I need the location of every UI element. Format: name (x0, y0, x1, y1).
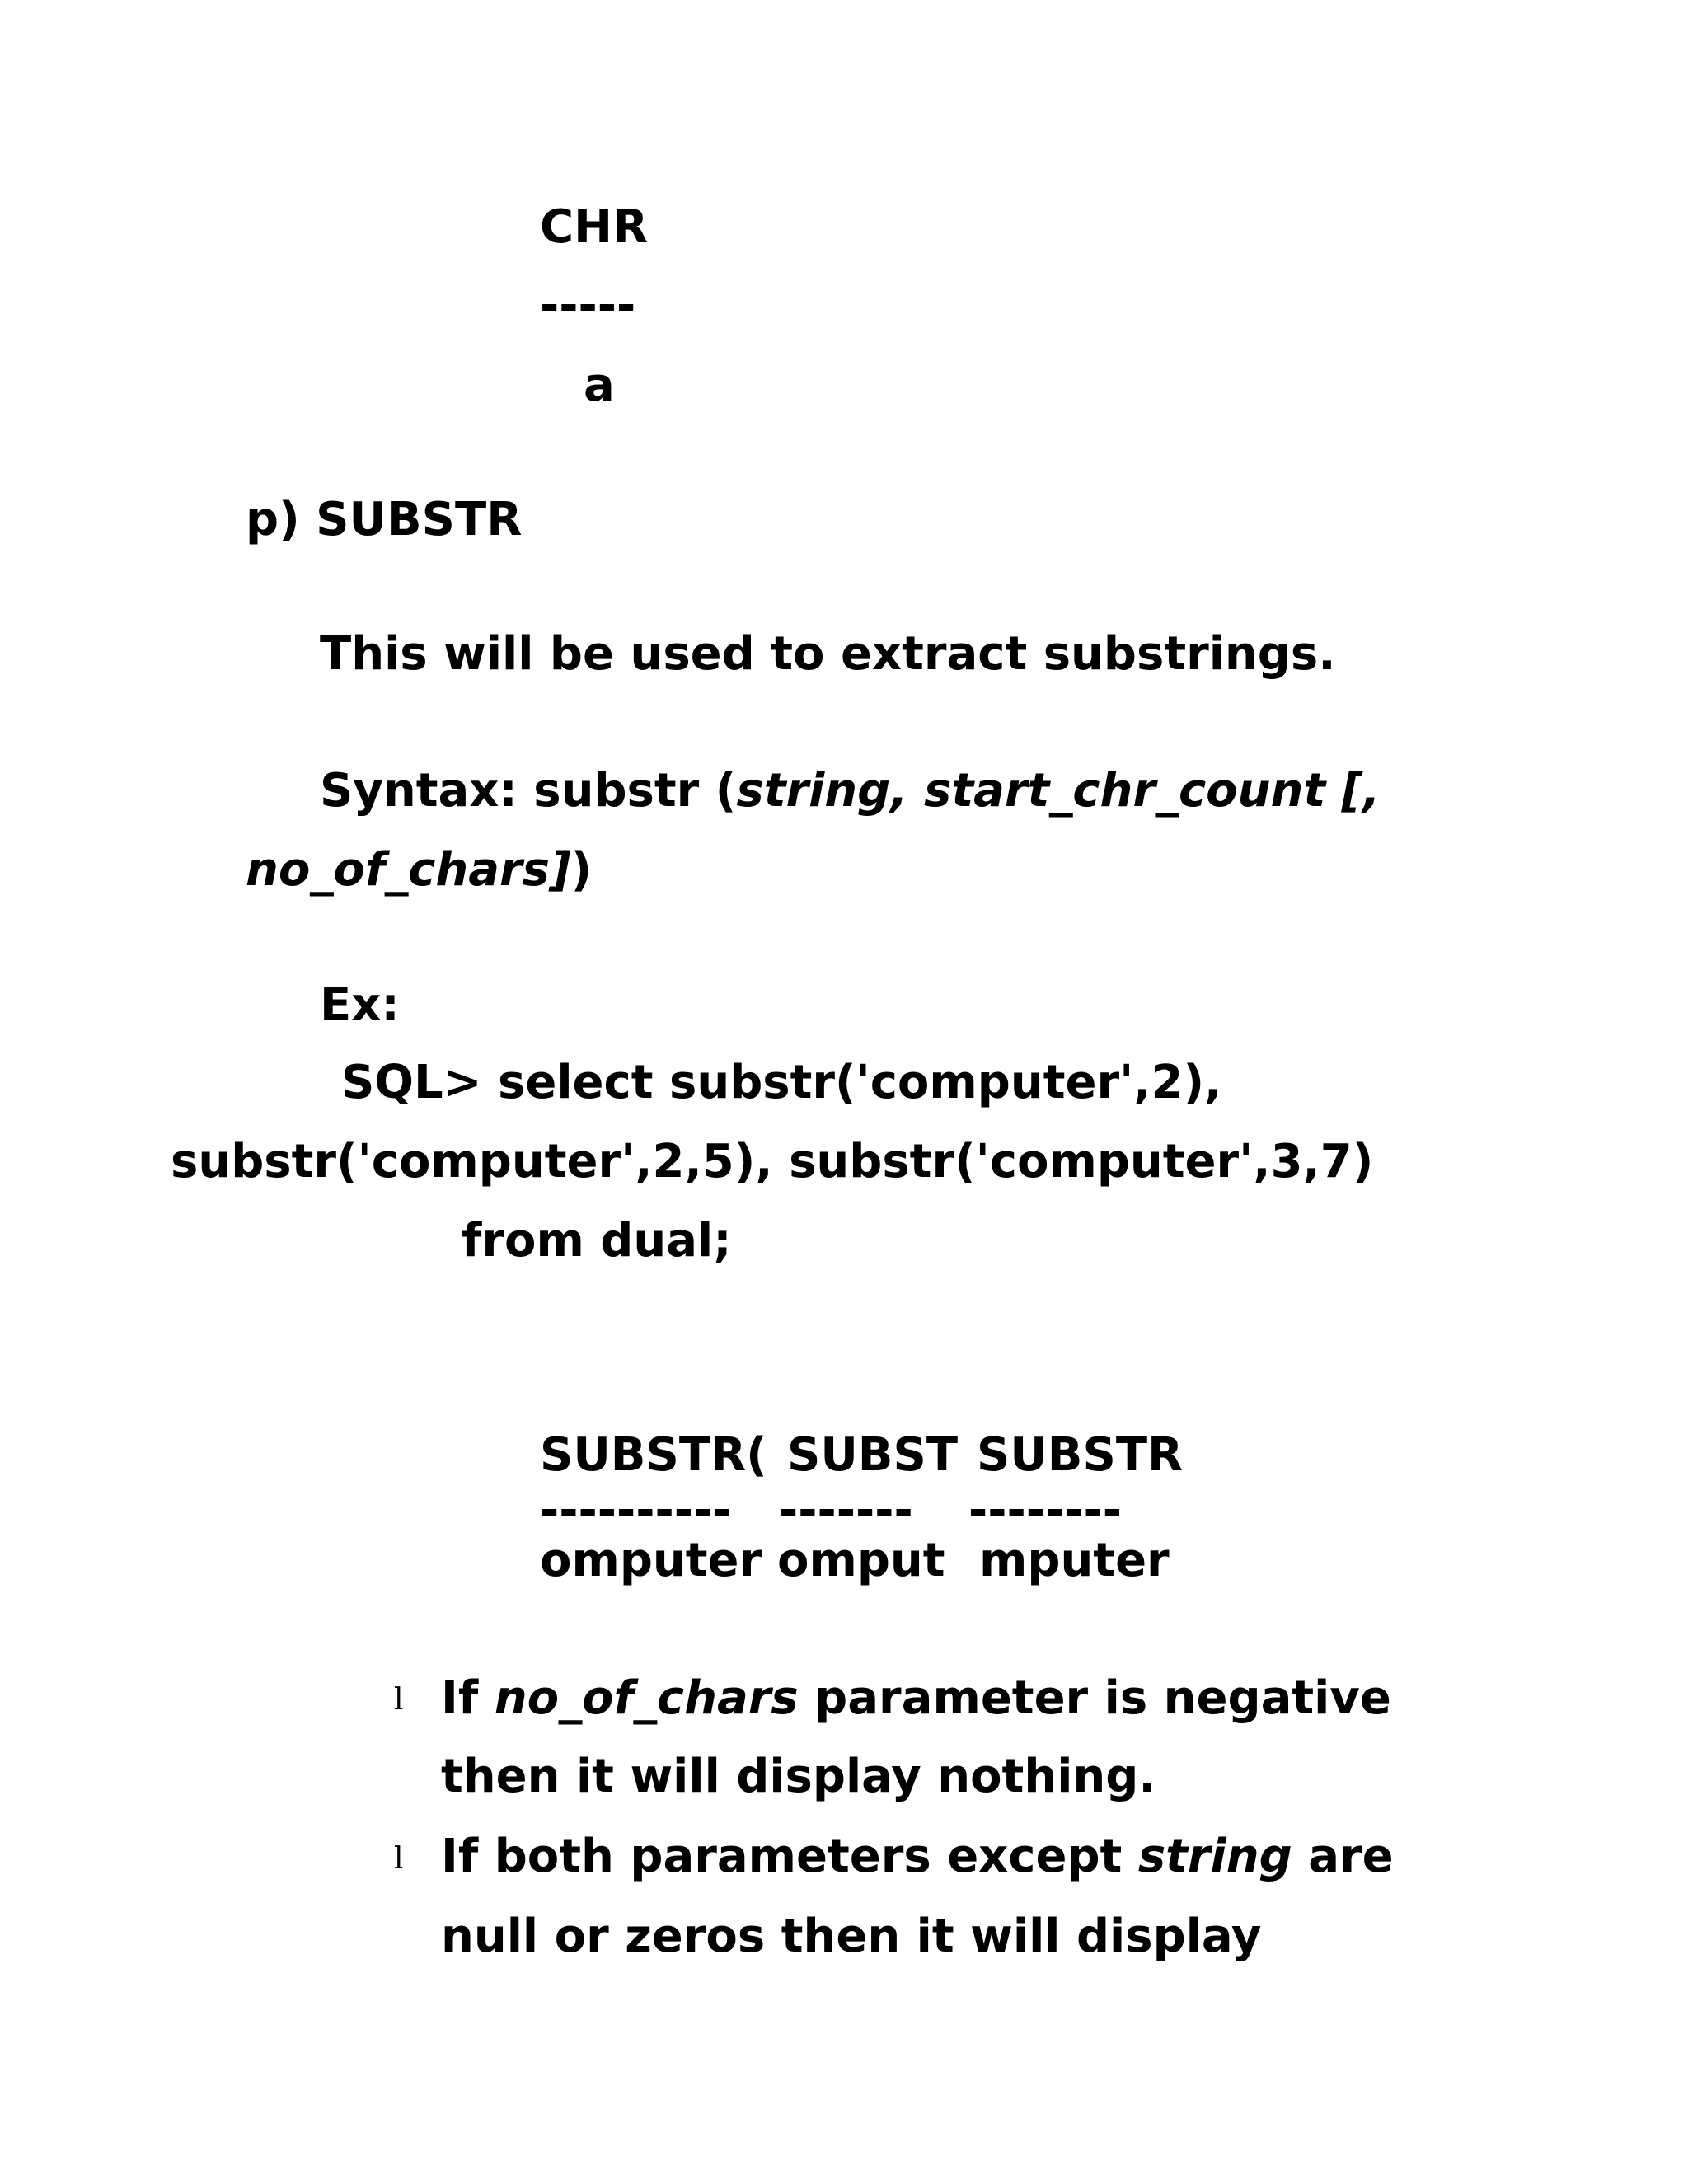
result-rule-2: ------- (779, 1483, 913, 1537)
syntax-args-line-1: string, start_chr_count [, (736, 764, 1381, 818)
note-2-line-1 (441, 1830, 1394, 1883)
result-value-1: omputer (540, 1534, 762, 1587)
result-value-3: mputer (979, 1534, 1170, 1587)
note-2-emphasis: string (1137, 1830, 1292, 1883)
chr-column-value: a (584, 359, 615, 412)
note-2-text-post: are (1292, 1830, 1394, 1883)
sql-line-2: substr('computer',2,5), substr('computer',3,7) (171, 1135, 1374, 1188)
syntax-args-line-2: no_of_chars] (246, 843, 571, 897)
note-1-text-post: parameter is negative (798, 1671, 1391, 1725)
chr-column-rule: ----- (540, 279, 636, 332)
sql-line-3: from dual; (462, 1214, 732, 1268)
syntax-line-1 (320, 764, 1381, 818)
result-header-3: SUBSTR (977, 1428, 1184, 1482)
result-rule-1: ---------- (540, 1483, 732, 1537)
bullet-marker-1: l (394, 1683, 404, 1717)
note-2-line-2: null or zeros then it will display (441, 1910, 1262, 1963)
chr-column-header: CHR (540, 200, 649, 254)
sql-line-1: SQL> select substr('computer',2), (341, 1056, 1222, 1109)
example-label: Ex: (320, 978, 400, 1032)
note-1-emphasis: no_of_chars (494, 1671, 799, 1725)
bullet-marker-2: l (394, 1842, 404, 1876)
result-header-1: SUBSTR( (540, 1428, 767, 1482)
syntax-label: Syntax: substr ( (320, 764, 737, 818)
note-1-text-pre: If (441, 1671, 495, 1725)
note-1-line-1 (441, 1671, 1391, 1725)
section-heading: p) SUBSTR (246, 493, 523, 546)
note-2-text-pre: If both parameters except (441, 1830, 1138, 1883)
section-description: This will be used to extract substrings. (320, 627, 1336, 681)
result-value-2: omput (777, 1534, 945, 1587)
syntax-line-2 (246, 843, 593, 897)
syntax-close-paren: ) (570, 843, 593, 897)
result-rule-3: -------- (968, 1483, 1122, 1537)
note-1-line-2: then it will display nothing. (441, 1750, 1156, 1803)
result-header-2: SUBST (787, 1428, 959, 1482)
